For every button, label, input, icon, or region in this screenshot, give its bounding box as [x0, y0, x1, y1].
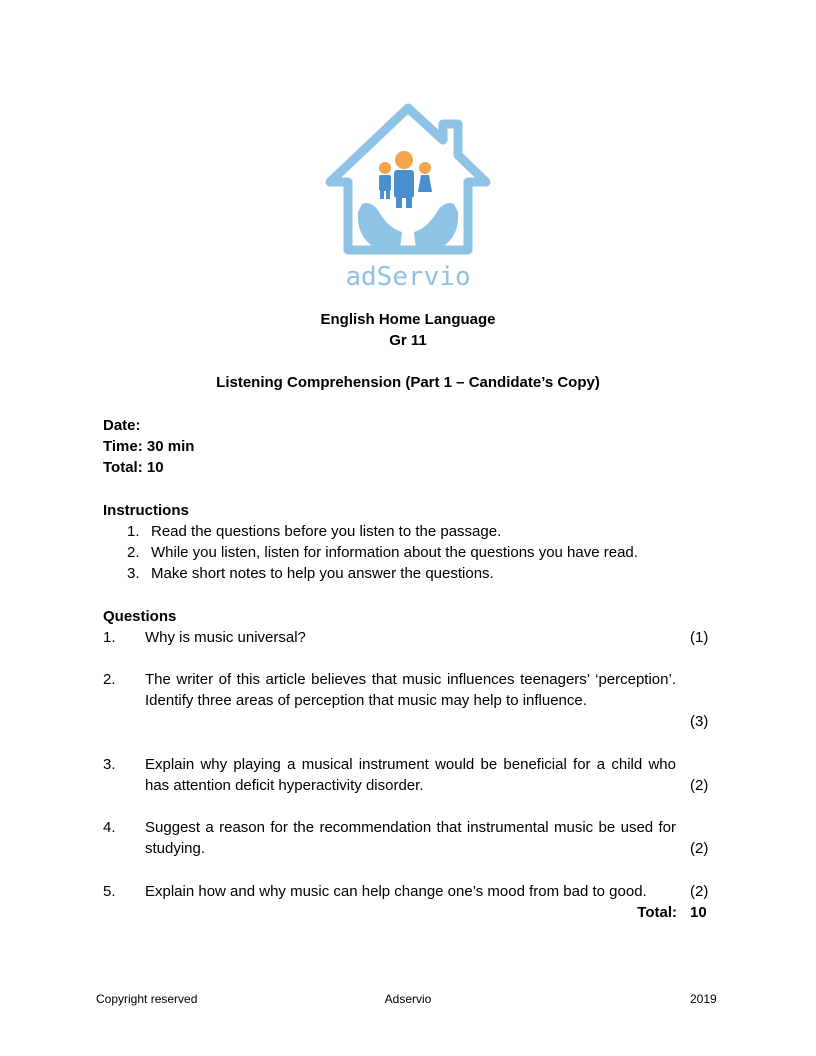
- adservio-logo: [318, 100, 498, 295]
- question-number: 4.: [103, 819, 116, 836]
- question-number: 3.: [103, 756, 116, 773]
- question-marks: (2): [690, 883, 709, 900]
- total-label: Total:: [637, 904, 677, 921]
- instruction-item: [127, 544, 638, 561]
- paper-title: Listening Comprehension (Part 1 – Candidate’s Copy): [216, 374, 600, 391]
- total-field: Total: 10: [103, 459, 164, 476]
- instruction-text: Read the questions before you listen to the passage.: [151, 523, 502, 540]
- instruction-item: [127, 523, 501, 540]
- house-family-logo-icon: [318, 100, 498, 295]
- footer-copyright: Copyright reserved: [96, 992, 198, 1006]
- questions-heading: Questions: [103, 608, 177, 625]
- instructions-heading: Instructions: [103, 502, 189, 519]
- question-text: Explain why playing a musical instrument would be beneficial for a child who has attention deficit hyperactivity disorder.: [145, 756, 676, 794]
- question-marks: (1): [690, 629, 709, 646]
- question-text: The writer of this article believes that music influences teenagers’ ‘perception’. Identify three areas of perception that music may help to influence.: [145, 671, 676, 709]
- instruction-item: [127, 565, 494, 582]
- instruction-number: 3.: [127, 565, 140, 582]
- date-field: Date:: [103, 417, 141, 434]
- question-marks: (2): [690, 840, 709, 857]
- question-text: Why is music universal?: [145, 629, 306, 646]
- total-value: 10: [690, 904, 707, 921]
- question-marks: (3): [690, 713, 709, 730]
- svg-text:adServio: adServio: [345, 262, 471, 292]
- question-text: Suggest a reason for the recommendation that instrumental music be used for studying.: [145, 819, 676, 857]
- time-field: Time: 30 min: [103, 438, 195, 455]
- question-text: Explain how and why music can help change one’s mood from bad to good.: [145, 883, 647, 900]
- question-number: 1.: [103, 629, 116, 646]
- grade-label: Gr 11: [389, 332, 427, 349]
- instruction-text: While you listen, listen for information about the questions you have read.: [151, 544, 638, 561]
- subject-title: English Home Language: [320, 311, 496, 328]
- footer-year: 2019: [690, 992, 717, 1006]
- instruction-text: Make short notes to help you answer the questions.: [151, 565, 494, 582]
- instruction-number: 1.: [127, 523, 140, 540]
- footer-brand: Adservio: [384, 992, 432, 1006]
- question-number: 5.: [103, 883, 116, 900]
- instruction-number: 2.: [127, 544, 140, 561]
- question-marks: (2): [690, 777, 709, 794]
- question-number: 2.: [103, 671, 116, 688]
